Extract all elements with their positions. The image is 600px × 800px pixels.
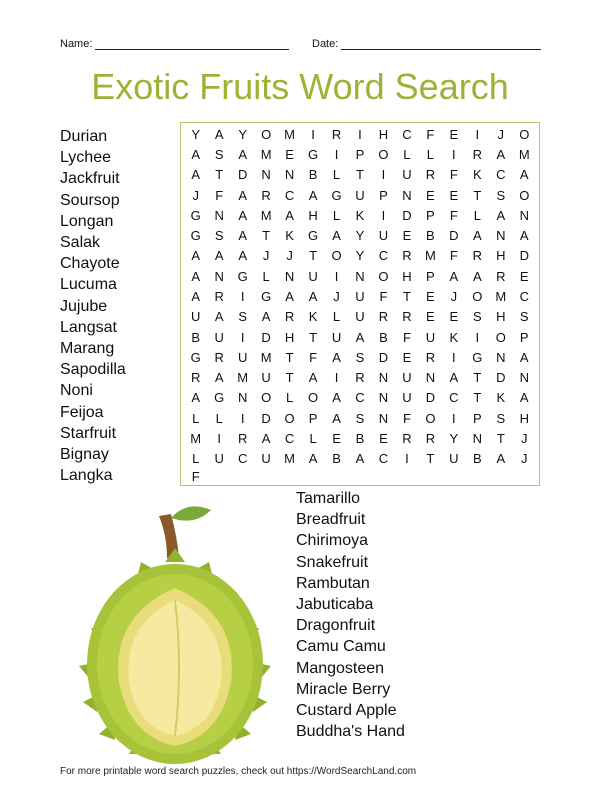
word-item: Jabuticaba bbox=[296, 596, 374, 614]
grid-letter: A bbox=[214, 370, 224, 386]
grid-letter: U bbox=[402, 390, 412, 406]
grid-letter: M bbox=[260, 146, 272, 162]
grid-letter: O bbox=[261, 126, 272, 142]
grid-letter: B bbox=[308, 167, 318, 183]
grid-letter: A bbox=[238, 207, 247, 223]
grid-letter: U bbox=[402, 370, 412, 386]
grid-letter: T bbox=[426, 451, 435, 467]
grid-letter: E bbox=[332, 431, 341, 447]
grid-letter: U bbox=[261, 451, 271, 467]
grid-letter: U bbox=[214, 329, 224, 345]
grid-letter: A bbox=[214, 248, 224, 264]
grid-letter: G bbox=[190, 349, 201, 365]
word-item: Camu Camu bbox=[296, 638, 386, 656]
grid-letter: S bbox=[496, 187, 506, 203]
grid-letter: L bbox=[473, 207, 481, 223]
grid-letter: Y bbox=[238, 126, 247, 142]
grid-letter: N bbox=[284, 167, 295, 183]
grid-letter: J bbox=[262, 248, 270, 264]
grid-letter: U bbox=[449, 451, 459, 467]
grid-letter: F bbox=[402, 410, 411, 426]
word-item: Starfruit bbox=[60, 424, 117, 442]
grid-letter: K bbox=[449, 329, 459, 345]
grid-letter: L bbox=[192, 410, 200, 426]
grid-letter: P bbox=[426, 268, 435, 284]
grid-letter: A bbox=[238, 187, 247, 203]
grid-letter: I bbox=[475, 329, 480, 345]
page-title: Exotic Fruits Word Search bbox=[91, 66, 509, 107]
grid-letter: L bbox=[426, 146, 434, 162]
word-item: Chirimoya bbox=[296, 532, 369, 550]
grid-letter: A bbox=[496, 451, 506, 467]
grid-letter: D bbox=[449, 228, 459, 244]
grid-letter: A bbox=[332, 390, 341, 406]
word-item: Bignay bbox=[60, 446, 109, 464]
grid-letter: A bbox=[191, 248, 201, 264]
grid-letter: U bbox=[191, 309, 201, 325]
word-item: Custard Apple bbox=[296, 702, 397, 720]
date-line bbox=[341, 39, 541, 50]
grid-letter: G bbox=[472, 349, 483, 365]
grid-letter: R bbox=[261, 187, 271, 203]
grid-letter: U bbox=[355, 309, 365, 325]
grid-letter: Y bbox=[191, 126, 201, 142]
word-item: Breadfruit bbox=[296, 511, 366, 529]
grid-letter: L bbox=[403, 146, 411, 162]
grid-letter: A bbox=[214, 309, 224, 325]
grid-letter: M bbox=[284, 451, 296, 467]
grid-letter: T bbox=[473, 187, 482, 203]
grid-letter: T bbox=[309, 329, 318, 345]
grid-letter: I bbox=[334, 268, 339, 284]
grid-letter: I bbox=[381, 167, 386, 183]
grid-letter: A bbox=[261, 431, 271, 447]
grid-letter: T bbox=[473, 370, 482, 386]
grid-letter: U bbox=[214, 451, 224, 467]
grid-letter: S bbox=[355, 410, 365, 426]
grid-letter: I bbox=[405, 451, 409, 467]
grid-letter: D bbox=[237, 167, 248, 183]
grid-letter: A bbox=[496, 207, 506, 223]
grid-letter: U bbox=[237, 349, 248, 365]
grid-letter: O bbox=[425, 410, 436, 426]
grid-letter: H bbox=[308, 207, 318, 223]
grid-letter: U bbox=[355, 187, 365, 203]
grid-letter: I bbox=[217, 431, 221, 447]
grid-letter: E bbox=[426, 309, 435, 325]
word-item: Longan bbox=[60, 212, 114, 230]
grid-letter: T bbox=[285, 349, 294, 365]
grid-letter: J bbox=[286, 248, 293, 264]
grid-letter: T bbox=[309, 248, 318, 264]
grid-letter: A bbox=[472, 228, 482, 244]
grid-letter: T bbox=[473, 390, 482, 406]
word-item: Soursop bbox=[60, 191, 120, 209]
footer-text: For more printable word search puzzles, check out https://WordSearchLand.com bbox=[60, 766, 417, 777]
grid-letter: P bbox=[426, 207, 435, 223]
grid-letter: A bbox=[519, 349, 529, 365]
word-item: Snakefruit bbox=[296, 553, 369, 571]
durian-illustration bbox=[55, 496, 295, 766]
grid-letter: O bbox=[378, 146, 389, 162]
word-item: Rambutan bbox=[296, 574, 370, 592]
grid-letter: N bbox=[261, 167, 271, 183]
grid-letter: K bbox=[496, 390, 506, 406]
grid-letter: R bbox=[402, 431, 412, 447]
grid-letter: L bbox=[309, 431, 317, 447]
grid-letter: A bbox=[238, 146, 247, 162]
grid-letter: U bbox=[402, 167, 412, 183]
grid-letter: S bbox=[355, 349, 365, 365]
word-item: Dragonfruit bbox=[296, 617, 376, 635]
grid-letter: U bbox=[378, 228, 389, 244]
grid-letter: R bbox=[402, 248, 412, 264]
grid-letter: L bbox=[332, 309, 341, 325]
grid-letter: I bbox=[358, 126, 362, 142]
grid-letter: G bbox=[308, 228, 319, 244]
word-item: Durian bbox=[60, 128, 108, 145]
word-item: Sapodilla bbox=[60, 361, 126, 379]
grid-letter: F bbox=[215, 187, 224, 203]
grid-letter: F bbox=[449, 167, 458, 183]
grid-letter: M bbox=[237, 370, 249, 386]
grid-letter: R bbox=[355, 370, 365, 386]
grid-letter: S bbox=[214, 228, 224, 244]
grid-letter: G bbox=[190, 207, 201, 223]
grid-letter: N bbox=[378, 390, 389, 406]
grid-letter: A bbox=[496, 146, 506, 162]
grid-letter: A bbox=[519, 390, 529, 406]
grid-letter: R bbox=[378, 309, 389, 325]
word-item: Chayote bbox=[60, 255, 120, 273]
word-item: Marang bbox=[60, 340, 115, 358]
grid-letter: F bbox=[449, 248, 458, 264]
grid-letter: S bbox=[496, 410, 506, 426]
grid-letter: C bbox=[378, 248, 389, 264]
grid-letter: I bbox=[334, 370, 339, 386]
grid-letter: A bbox=[308, 288, 318, 304]
word-item: Tamarillo bbox=[296, 490, 361, 507]
grid-letter: T bbox=[285, 370, 294, 386]
grid-letter: E bbox=[426, 187, 435, 203]
grid-letter: M bbox=[518, 146, 530, 162]
grid-letter: A bbox=[449, 268, 459, 284]
grid-letter: A bbox=[355, 451, 365, 467]
name-field bbox=[60, 38, 289, 50]
word-item: Feijoa bbox=[60, 403, 104, 421]
grid-letter: F bbox=[309, 349, 318, 365]
grid-letter: N bbox=[237, 390, 248, 406]
grid-letter: C bbox=[449, 390, 459, 406]
grid-letter: S bbox=[472, 309, 482, 325]
grid-letter: B bbox=[379, 329, 388, 345]
grid-letter: Y bbox=[355, 248, 365, 264]
grid-letter: O bbox=[378, 268, 389, 284]
grid-letter: R bbox=[237, 431, 248, 447]
grid-letter: M bbox=[190, 431, 202, 447]
word-item: Jackfruit bbox=[60, 170, 120, 188]
grid-letter: P bbox=[379, 187, 388, 203]
grid-letter: E bbox=[379, 431, 388, 447]
grid-letter: J bbox=[521, 451, 528, 467]
grid-letter: N bbox=[378, 410, 389, 426]
grid-letter: A bbox=[332, 410, 341, 426]
grid-letter: G bbox=[261, 288, 272, 304]
grid-letter: M bbox=[424, 248, 436, 264]
grid-letter: T bbox=[402, 288, 411, 304]
grid-letter: L bbox=[192, 451, 200, 467]
word-item: Buddha's Hand bbox=[296, 723, 405, 741]
grid-letter: L bbox=[215, 410, 223, 426]
grid-letter: B bbox=[426, 228, 435, 244]
grid-letter: P bbox=[519, 329, 529, 345]
grid-letter: G bbox=[190, 228, 201, 244]
grid-letter: E bbox=[426, 288, 435, 304]
grid-letter: L bbox=[332, 207, 341, 223]
grid-letter: O bbox=[495, 329, 506, 345]
word-list-right bbox=[296, 488, 405, 742]
grid-letter: R bbox=[496, 268, 506, 284]
grid-letter: U bbox=[261, 370, 271, 386]
word-item: Mangosteen bbox=[296, 659, 385, 677]
grid-letter: L bbox=[332, 167, 341, 183]
grid-letter: E bbox=[449, 126, 459, 142]
grid-letter: A bbox=[332, 349, 341, 365]
grid-letter: Y bbox=[355, 228, 365, 244]
grid-letter: K bbox=[308, 309, 318, 325]
word-item: Langsat bbox=[60, 318, 117, 336]
grid-letter: O bbox=[331, 248, 342, 264]
grid-letter: F bbox=[426, 126, 435, 142]
grid-letter: A bbox=[191, 288, 201, 304]
grid-letter: G bbox=[214, 390, 225, 406]
grid-letter: G bbox=[308, 146, 319, 162]
grid-letter: F bbox=[191, 468, 200, 484]
grid-letter: G bbox=[237, 268, 248, 284]
grid-letter: N bbox=[214, 268, 224, 284]
name-label: Name: bbox=[60, 38, 93, 50]
grid-letter: C bbox=[355, 390, 365, 406]
grid-letter: B bbox=[472, 451, 482, 467]
word-item: Salak bbox=[60, 234, 101, 252]
word-item: Miracle Berry bbox=[296, 680, 391, 698]
grid-letter: R bbox=[402, 309, 412, 325]
grid-letter: I bbox=[452, 349, 456, 365]
date-field bbox=[312, 38, 541, 50]
grid-letter: R bbox=[284, 309, 295, 325]
grid-letter: A bbox=[472, 268, 482, 284]
grid-letter: D bbox=[425, 390, 436, 406]
grid-letter: I bbox=[452, 146, 456, 162]
grid-letter: D bbox=[261, 410, 271, 426]
grid-letter: E bbox=[449, 309, 459, 325]
grid-letter: R bbox=[191, 370, 201, 386]
grid-letter: I bbox=[311, 126, 315, 142]
grid-letter: L bbox=[285, 390, 294, 406]
grid-letter: I bbox=[381, 207, 386, 223]
grid-letter: J bbox=[521, 431, 528, 447]
grid-letter: R bbox=[425, 431, 436, 447]
grid-letter: O bbox=[519, 126, 530, 142]
grid-letter: A bbox=[191, 390, 201, 406]
name-line bbox=[95, 39, 289, 50]
grid-letter: M bbox=[495, 288, 507, 304]
grid-letter: U bbox=[425, 329, 436, 345]
grid-letter: F bbox=[402, 329, 411, 345]
grid-letter: I bbox=[475, 126, 480, 142]
grid-letter: R bbox=[214, 288, 224, 304]
word-item: Lychee bbox=[60, 149, 111, 167]
grid-letter: C bbox=[519, 288, 529, 304]
grid-letter: P bbox=[355, 146, 365, 162]
grid-letter: K bbox=[285, 228, 294, 244]
grid-letter: U bbox=[308, 268, 318, 284]
grid-letter: D bbox=[378, 349, 389, 365]
grid-letter: N bbox=[214, 207, 224, 223]
grid-letter: R bbox=[425, 349, 436, 365]
grid-letter: A bbox=[308, 451, 318, 467]
grid-letter: N bbox=[284, 268, 295, 284]
grid-letter: I bbox=[334, 146, 339, 162]
word-item: Noni bbox=[60, 382, 93, 400]
grid-letter: N bbox=[378, 370, 389, 386]
grid-letter: R bbox=[331, 126, 342, 142]
grid-letter: E bbox=[519, 268, 529, 284]
grid-letter: G bbox=[331, 187, 342, 203]
grid-letter: J bbox=[497, 126, 505, 142]
grid-letter: A bbox=[191, 167, 201, 183]
grid-letter: C bbox=[378, 451, 389, 467]
date-label: Date: bbox=[312, 38, 339, 50]
grid-letter: A bbox=[355, 329, 365, 345]
grid-letter: I bbox=[240, 288, 245, 304]
grid-letter: O bbox=[284, 410, 295, 426]
grid-letter: R bbox=[425, 167, 436, 183]
grid-letter: A bbox=[308, 370, 318, 386]
grid-letter: C bbox=[402, 126, 412, 142]
grid-letter: U bbox=[355, 288, 365, 304]
grid-letter: I bbox=[452, 410, 456, 426]
grid-letter: N bbox=[472, 431, 483, 447]
grid-letter: T bbox=[496, 431, 505, 447]
grid-letter: N bbox=[519, 207, 529, 223]
grid-letter: F bbox=[449, 207, 458, 223]
grid-letter: D bbox=[496, 370, 506, 386]
grid-letter: I bbox=[240, 410, 245, 426]
grid-letter: J bbox=[333, 288, 340, 304]
letter-grid bbox=[180, 122, 540, 486]
grid-letter: N bbox=[496, 228, 506, 244]
grid-letter: M bbox=[260, 349, 272, 365]
grid-letter: Y bbox=[449, 431, 459, 447]
grid-letter: O bbox=[472, 288, 483, 304]
grid-letter: D bbox=[519, 248, 529, 264]
grid-letter: A bbox=[519, 167, 529, 183]
word-list-left bbox=[60, 126, 126, 486]
grid-letter: B bbox=[191, 329, 201, 345]
grid-letter: A bbox=[238, 248, 247, 264]
grid-letter: S bbox=[214, 146, 224, 162]
grid-letter: H bbox=[519, 410, 529, 426]
grid-letter: T bbox=[356, 167, 364, 183]
grid-letter: F bbox=[379, 288, 388, 304]
grid-letter: P bbox=[472, 410, 482, 426]
grid-letter: J bbox=[450, 288, 458, 304]
grid-letter: A bbox=[519, 228, 529, 244]
grid-letter: N bbox=[496, 349, 506, 365]
grid-letter: N bbox=[402, 187, 412, 203]
grid-letter: H bbox=[284, 329, 295, 345]
grid-letter: N bbox=[425, 370, 436, 386]
grid-letter: O bbox=[519, 187, 530, 203]
grid-letter: A bbox=[238, 228, 247, 244]
grid-letter: C bbox=[237, 451, 248, 467]
grid-letter: E bbox=[449, 187, 459, 203]
grid-letter: S bbox=[238, 309, 247, 325]
grid-letter: A bbox=[332, 228, 341, 244]
grid-letter: K bbox=[355, 207, 365, 223]
grid-letter: S bbox=[519, 309, 529, 325]
grid-letter: C bbox=[496, 167, 506, 183]
grid-letter: H bbox=[496, 309, 506, 325]
grid-letter: U bbox=[331, 329, 342, 345]
grid-letter: T bbox=[262, 228, 271, 244]
grid-letter: K bbox=[472, 167, 482, 183]
grid-letter: A bbox=[214, 126, 224, 142]
grid-letter: E bbox=[402, 349, 412, 365]
grid-letter: L bbox=[262, 268, 270, 284]
grid-letter: A bbox=[191, 268, 201, 284]
grid-letter: B bbox=[332, 451, 341, 467]
grid-letter: A bbox=[308, 187, 318, 203]
grid-letter: R bbox=[472, 248, 483, 264]
word-item: Langka bbox=[60, 467, 113, 485]
grid-letter: A bbox=[285, 207, 294, 223]
grid-letter: O bbox=[308, 390, 319, 406]
grid-letter: M bbox=[260, 207, 272, 223]
word-item: Lucuma bbox=[60, 276, 117, 294]
grid-letter: A bbox=[285, 288, 294, 304]
grid-letter: P bbox=[308, 410, 318, 426]
grid-letter: N bbox=[519, 370, 529, 386]
grid-letter: H bbox=[496, 248, 506, 264]
grid-letter: H bbox=[378, 126, 389, 142]
grid-letter: A bbox=[191, 146, 201, 162]
grid-letter: D bbox=[402, 207, 412, 223]
grid-letter: I bbox=[240, 329, 245, 345]
grid-letter: N bbox=[355, 268, 365, 284]
grid-letter: E bbox=[285, 146, 294, 162]
grid-letter: R bbox=[214, 349, 224, 365]
grid-letter: M bbox=[284, 126, 296, 142]
grid-letter: A bbox=[261, 309, 271, 325]
grid-letter: J bbox=[192, 187, 199, 203]
grid-letter: C bbox=[284, 431, 295, 447]
grid-letter: E bbox=[402, 228, 412, 244]
grid-letter: R bbox=[472, 146, 483, 162]
grid-letter: D bbox=[261, 329, 271, 345]
grid-letter: C bbox=[284, 187, 295, 203]
grid-letter: T bbox=[215, 167, 224, 183]
grid-letter: B bbox=[355, 431, 365, 447]
grid-letter: O bbox=[261, 390, 272, 406]
grid-letter: A bbox=[449, 370, 459, 386]
grid-letter: H bbox=[402, 268, 412, 284]
durian-leaf bbox=[171, 506, 211, 520]
word-item: Jujube bbox=[60, 297, 108, 315]
